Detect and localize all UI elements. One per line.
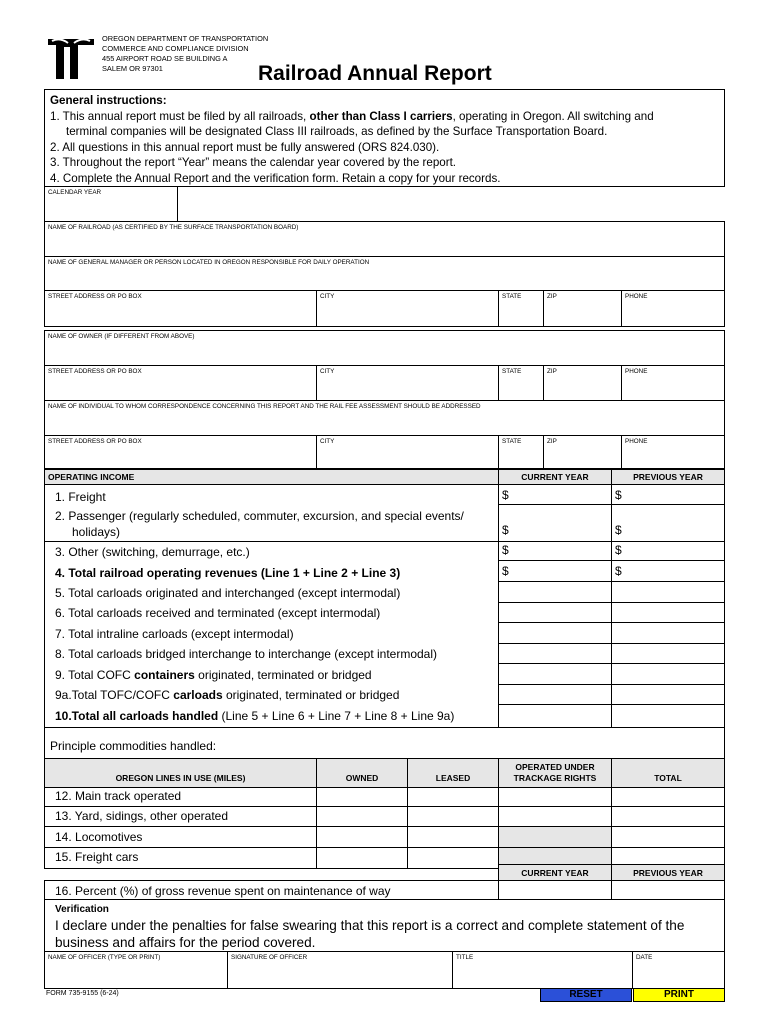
form-number: FORM 735-9155 (6-24) (46, 990, 119, 997)
calendar-year-field[interactable] (44, 186, 178, 222)
field-label: CALENDAR YEAR (48, 189, 102, 196)
instruction-text: 1. This annual report must be filed by all railroads, (50, 109, 310, 123)
field-label: NAME OF OFFICER (TYPE OR PRINT) (48, 954, 161, 961)
line-4-label: 4. Total railroad operating revenues (Line 1 + Line 2 + Line 3) (55, 566, 401, 580)
trackage-rights-header (498, 758, 612, 788)
row-divider (498, 560, 725, 561)
line-3-label: 3. Other (switching, demurrage, etc.) (55, 545, 250, 559)
zip-field[interactable] (543, 290, 622, 327)
instruction-4: 4. Complete the Annual Report and the verification form. Retain a copy for your records. (50, 171, 501, 185)
column-heading: TRACKAGE RIGHTS (513, 773, 597, 783)
column-divider (611, 880, 612, 900)
column-heading: OPERATED UNDER (515, 762, 595, 772)
line-text: originated, terminated or bridged (194, 668, 372, 682)
dollar-sign: $ (502, 543, 509, 557)
correspondence-city-field[interactable] (316, 435, 499, 469)
state-field[interactable] (498, 290, 544, 327)
dollar-sign: $ (502, 523, 509, 537)
line-emphasis: carloads (173, 688, 223, 702)
line-15-label: 15. Freight cars (55, 850, 139, 864)
field-label: PHONE (625, 368, 648, 375)
field-label: NAME OF INDIVIDUAL TO WHOM CORRESPONDENCE CONCERNING THIS REPORT AND THE RAIL FEE ASSESSMENT SHOULD BE ADDRESSED (48, 403, 481, 410)
instruction-text: , operating in Oregon. All switching and (452, 109, 654, 123)
field-label: STATE (502, 368, 522, 375)
dollar-sign: $ (615, 523, 622, 537)
field-label: ZIP (547, 368, 557, 375)
officer-name-field[interactable] (44, 951, 228, 989)
correspondence-name-field[interactable] (44, 400, 725, 436)
column-heading: PREVIOUS YEAR (633, 472, 703, 482)
field-label: ZIP (547, 438, 557, 445)
street-address-field[interactable] (44, 290, 317, 327)
field-label: PHONE (625, 438, 648, 445)
owner-phone-field[interactable] (621, 365, 725, 401)
print-button[interactable]: PRINT (633, 988, 725, 1002)
correspondence-street-field[interactable] (44, 435, 317, 469)
verification-heading: Verification (55, 904, 109, 915)
field-label: STREET ADDRESS OR PO BOX (48, 293, 142, 300)
row-divider (44, 806, 725, 807)
owner-street-field[interactable] (44, 365, 317, 401)
owner-zip-field[interactable] (543, 365, 622, 401)
column-heading: OREGON LINES IN USE (MILES) (115, 773, 246, 783)
instruction-emphasis: other than Class I carriers (309, 109, 453, 123)
row-divider (44, 826, 725, 827)
column-heading: LEASED (435, 773, 471, 783)
row-divider (498, 684, 725, 685)
line-16-label: 16. Percent (%) of gross revenue spent on maintenance of way (55, 884, 391, 898)
title-field[interactable] (452, 951, 633, 989)
field-label: Principle commodities handled: (50, 739, 217, 753)
phone-field[interactable] (621, 290, 725, 327)
line-8-label: 8. Total carloads bridged interchange to interchange (except intermodal) (55, 647, 438, 661)
owner-name-field[interactable] (44, 330, 725, 366)
line-14-label: 14. Locomotives (55, 830, 143, 844)
instruction-2: 2. All questions in this annual report must be fully answered (ORS 824.030). (50, 140, 440, 154)
instructions-heading: General instructions: (50, 94, 167, 107)
line-2-label-cont: holidays) (72, 525, 121, 539)
field-label: TITLE (456, 954, 474, 961)
reset-button[interactable]: RESET (540, 988, 632, 1002)
dollar-sign: $ (502, 488, 509, 502)
field-label: NAME OF RAILROAD (AS CERTIFIED BY THE SURFACE TRANSPORTATION BOARD) (48, 224, 299, 231)
railroad-name-field[interactable] (44, 221, 725, 257)
line-emphasis: containers (134, 668, 195, 682)
field-label: CITY (320, 293, 335, 300)
column-heading: PREVIOUS YEAR (633, 868, 703, 878)
line-13-label: 13. Yard, sidings, other operated (55, 809, 229, 823)
column-divider (407, 787, 408, 869)
page-title: Railroad Annual Report (258, 62, 492, 85)
line-6-label: 6. Total carloads received and terminated (except intermodal) (55, 606, 381, 620)
dollar-sign: $ (615, 564, 622, 578)
line-2-label: 2. Passenger (regularly scheduled, commuter, excursion, and special events/ (55, 509, 464, 523)
dollar-sign: $ (502, 564, 509, 578)
oregon-lines-header (44, 758, 317, 788)
column-divider (498, 880, 499, 900)
city-field[interactable] (316, 290, 499, 327)
field-label: CITY (320, 438, 335, 445)
column-heading: TOTAL (654, 773, 682, 783)
correspondence-state-field[interactable] (498, 435, 544, 469)
row-divider (498, 622, 725, 623)
dollar-sign: $ (615, 488, 622, 502)
current-year-header-2 (498, 864, 612, 881)
agency-line: SALEM OR 97301 (102, 64, 163, 73)
odot-logo (46, 35, 96, 81)
line-text: 9. Total COFC (55, 668, 135, 682)
section-heading: OPERATING INCOME (48, 472, 135, 482)
owner-state-field[interactable] (498, 365, 544, 401)
line-text: (Line 5 + Line 6 + Line 7 + Line 8 + Line 9a) (218, 709, 455, 723)
column-heading: CURRENT YEAR (521, 472, 589, 482)
line-text: 9a.Total TOFC/COFC (55, 688, 174, 702)
line-emphasis: 10.Total all carloads handled (55, 709, 219, 723)
field-label: PHONE (625, 293, 648, 300)
row-divider (498, 643, 725, 644)
instruction-1-cont: terminal companies will be designated Class III railroads, as defined by the Surface Transportation Board. (66, 125, 608, 138)
column-heading: OWNED (345, 773, 379, 783)
dollar-sign: $ (615, 543, 622, 557)
instruction-1 (50, 109, 719, 125)
owner-city-field[interactable] (316, 365, 499, 401)
line-12-label: 12. Main track operated (55, 789, 182, 803)
agency-line: OREGON DEPARTMENT OF TRANSPORTATION (102, 34, 269, 43)
line-text: originated, terminated or bridged (222, 688, 400, 702)
current-year-header (498, 469, 612, 485)
verification-statement: I declare under the penalties for false swearing that this report is a correct and complete statement of the (55, 918, 685, 933)
commodities-field[interactable] (44, 727, 725, 759)
field-label: SIGNATURE OF OFFICER (231, 954, 308, 961)
correspondence-phone-field[interactable] (621, 435, 725, 469)
field-label: STREET ADDRESS OR PO BOX (48, 438, 142, 445)
signature-field[interactable] (227, 951, 453, 989)
column-heading: CURRENT YEAR (521, 868, 589, 878)
row-divider (498, 504, 725, 505)
owned-header (316, 758, 408, 788)
field-label: DATE (636, 954, 653, 961)
column-divider (316, 787, 317, 869)
previous-year-header (611, 469, 725, 485)
line-5-label: 5. Total carloads originated and interchanged (except intermodal) (55, 586, 401, 600)
row-divider (498, 663, 725, 664)
field-label: NAME OF OWNER (IF DIFFERENT FROM ABOVE) (48, 333, 195, 340)
verification-statement-cont: business and affairs for the period covered. (55, 935, 316, 950)
general-manager-field[interactable] (44, 256, 725, 291)
row-divider (498, 581, 725, 582)
row-divider (44, 847, 725, 848)
correspondence-zip-field[interactable] (543, 435, 622, 469)
total-header (611, 758, 725, 788)
column-divider (498, 484, 499, 728)
field-label: ZIP (547, 293, 557, 300)
field-label: STATE (502, 293, 522, 300)
field-label: NAME OF GENERAL MANAGER OR PERSON LOCATED IN OREGON RESPONSIBLE FOR DAILY OPERATION (48, 259, 370, 266)
line-9-label (55, 668, 372, 682)
agency-line: COMMERCE AND COMPLIANCE DIVISION (102, 44, 249, 53)
column-divider (498, 787, 499, 869)
date-field[interactable] (632, 951, 725, 989)
row-divider (498, 602, 725, 603)
field-label: STREET ADDRESS OR PO BOX (48, 368, 142, 375)
operating-income-header (44, 469, 499, 485)
line-1-label: 1. Freight (55, 490, 106, 504)
line-9a-label (55, 688, 399, 702)
column-divider (611, 787, 612, 869)
leased-header (407, 758, 499, 788)
field-label: STATE (502, 438, 522, 445)
field-label: CITY (320, 368, 335, 375)
column-divider (611, 484, 612, 728)
instructions-box (44, 89, 725, 187)
line-7-label: 7. Total intraline carloads (except intermodal) (55, 627, 294, 641)
row-divider (498, 704, 725, 705)
previous-year-header-2 (611, 864, 725, 881)
agency-line: 455 AIRPORT ROAD SE BUILDING A (102, 54, 228, 63)
row-divider (44, 541, 725, 542)
line-10-label (55, 709, 454, 723)
instruction-3: 3. Throughout the report “Year” means the calendar year covered by the report. (50, 156, 457, 169)
